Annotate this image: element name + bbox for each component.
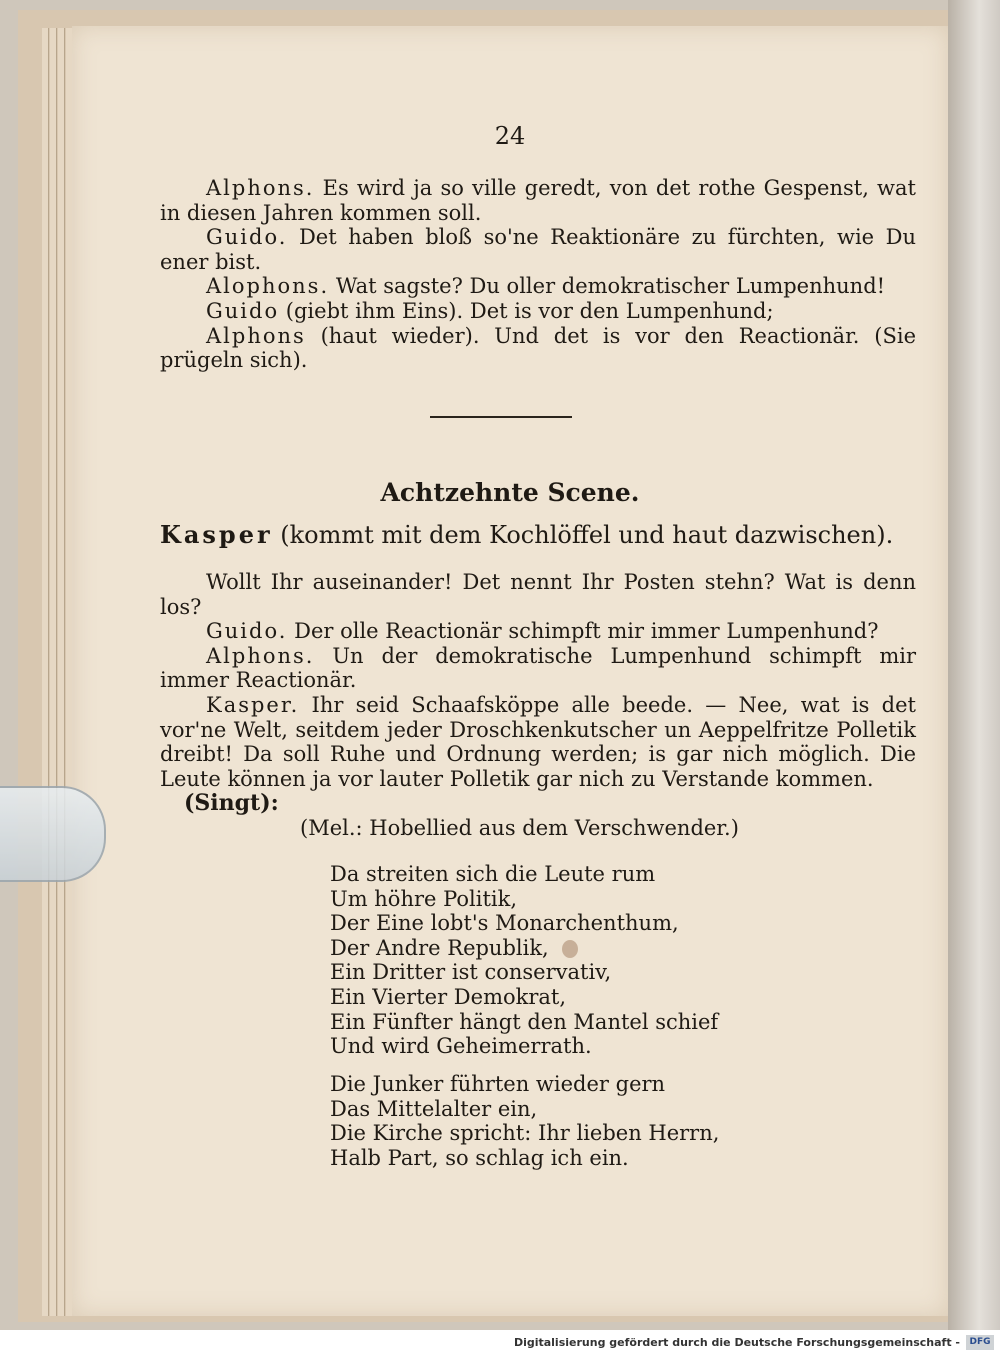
page-clip [0,786,106,882]
melody-note: (Mel.: Hobellied aus dem Verschwender.) [300,816,739,840]
page-edge [50,28,57,1316]
dialogue-block-2 [160,570,916,791]
dialogue-line [160,644,916,693]
speaker-name: Guido [206,298,280,323]
page-edge [58,28,65,1316]
dialogue-text: Det haben bloß so'ne Reaktionäre zu fürchten, wie Du ener bist. [160,225,916,274]
verse-line: Da streiten sich die Leute rum [330,862,656,886]
verse-line: Ein Vierter Demokrat, [330,984,567,1009]
verse-line: Um höhre Politik, [330,886,518,911]
dialogue-block-1 [160,176,916,373]
speaker-name: Kasper. [206,692,300,717]
dialogue-line [160,176,916,225]
verse-line: Die Junker führten wieder gern [330,1072,666,1096]
scene-character-line [160,520,916,549]
verse-line: Halb Part, so schlag ich ein. [330,1145,629,1170]
funding-notice: Digitalisierung gefördert durch die Deutsche Forschungsgemeinschaft - [513,1336,960,1349]
page-number: 24 [494,122,526,150]
dialogue-text: (giebt ihm Eins). Det is vor den Lumpenhund; [285,298,774,323]
stain-spot [562,940,578,958]
scene-title: Achtzehnte Scene. [380,478,640,507]
character-name: Kasper [160,520,273,549]
verse-line: Der Eine lobt's Monarchenthum, [330,911,679,936]
footer-bar [0,1334,1000,1354]
speaker-name: Alphons. [206,176,315,200]
dfg-logo: DFG [966,1335,994,1350]
speaker-name: Alphons. [206,643,315,668]
scanner-edge-strip [948,0,1000,1330]
speaker-name: Alophons. [206,274,330,299]
dialogue-text: (haut wieder). Und det is vor den Reactionär. (Sie prügeln sich). [160,323,916,373]
verse-line: Ein Fünfter hängt den Mantel schief [330,1009,719,1034]
verse-line: Der Andre Republik, [330,935,549,960]
speaker-name: Guido. [206,619,288,644]
verse-line: Die Kirche spricht: Ihr lieben Herrn, [330,1121,720,1146]
dialogue-text: Der olle Reactionär schimpft mir immer Lumpenhund? [294,619,879,644]
dialogue-text: Un der demokratische Lumpenhund schimpft mir immer Reactionär. [160,643,916,693]
book-page [72,26,948,1316]
stage-direction: (kommt mit dem Kochlöffel und haut dazwischen). [280,521,894,549]
verse-line: Und wird Geheimerrath. [330,1034,592,1059]
song-verse-1 [330,862,718,1059]
dialogue-text: Es wird ja so ville geredt, von det rothe Gespenst, wat in diesen Jahren kommen soll. [160,176,916,225]
page-edge [42,28,49,1316]
song-verse-2 [330,1072,719,1170]
speaker-name: Alphons [206,323,306,348]
verse-line: Das Mittelalter ein, [330,1096,538,1121]
dialogue-line [160,693,916,791]
dialogue-line [160,299,916,324]
dialogue-line [160,225,916,274]
singt-direction: (Singt): [184,790,279,816]
dialogue-line [160,619,916,644]
dialogue-line [160,570,916,619]
dialogue-text: Wat sagste? Du oller demokratischer Lumpenhund! [335,274,886,299]
speaker-name: Guido. [206,225,288,250]
dialogue-line [160,324,916,373]
dialogue-text: Wollt Ihr auseinander! Det nennt Ihr Posten stehn? Wat is denn los? [160,570,916,619]
verse-line: Ein Dritter ist conservativ, [330,960,612,985]
section-divider [430,416,572,418]
dialogue-text: Ihr seid Schaafsköppe alle beede. — Nee, wat is det vor'ne Welt, seitdem jeder Droschkenkutscher un Aeppelfritze Polletik dreibt! Da soll Ruhe und Ordnung werden; is gar nich möglich. Die Leute können ja vor lauter Polletik gar nich zu Verstande kommen. [160,692,916,791]
dialogue-line [160,274,916,299]
